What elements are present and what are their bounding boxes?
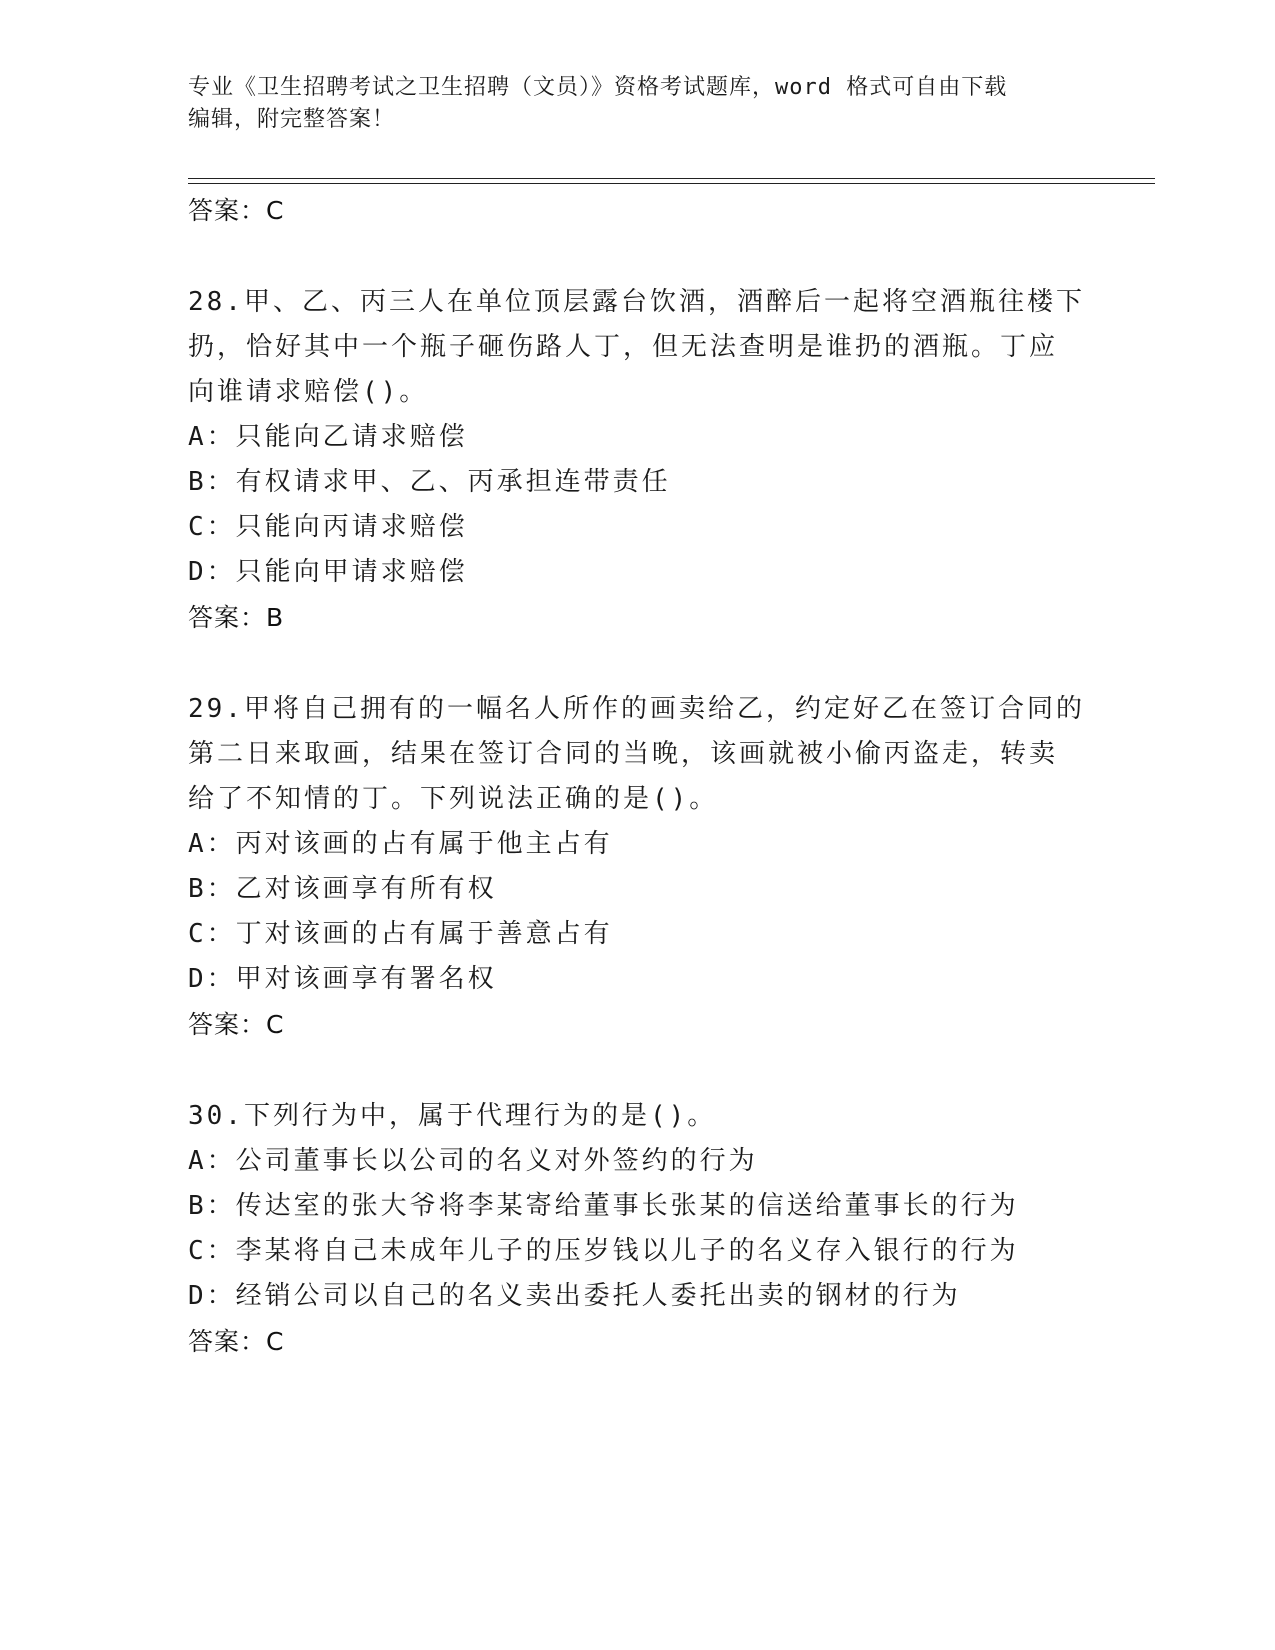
option-c: C：李某将自己未成年儿子的压岁钱以儿子的名义存入银行的行为 (188, 1236, 1019, 1266)
answer: 答案：B (188, 603, 285, 632)
question-28 (188, 280, 1088, 640)
document-header (188, 72, 1088, 136)
header-divider-top (188, 178, 1155, 179)
stem-line: 给了不知情的丁。下列说法正确的是()。 (188, 784, 719, 814)
question-stem (188, 1094, 1088, 1139)
option-b: B：传达室的张大爷将李某寄给董事长张某的信送给董事长的行为 (188, 1191, 1019, 1221)
option-b: B：有权请求甲、乙、丙承担连带责任 (188, 467, 671, 497)
previous-answer: 答案：C (188, 196, 285, 225)
header-line-1: 专业《卫生招聘考试之卫生招聘（文员）》资格考试题库，word 格式可自由下载 (188, 75, 1008, 100)
header-line-2: 编辑，附完整答案！ (188, 107, 396, 132)
question-stem (188, 687, 1088, 822)
option-c: C：丁对该画的占有属于善意占有 (188, 919, 613, 949)
stem-line: 30.下列行为中，属于代理行为的是()。 (188, 1101, 717, 1131)
stem-line: 28.甲、乙、丙三人在单位顶层露台饮酒，酒醉后一起将空酒瓶往楼下 (188, 287, 1085, 317)
option-d: D：只能向甲请求赔偿 (188, 557, 468, 587)
option-d: D：甲对该画享有署名权 (188, 964, 497, 994)
header-divider-bottom (188, 183, 1155, 184)
stem-line: 第二日来取画，结果在签订合同的当晚，该画就被小偷丙盗走，转卖 (188, 739, 1059, 769)
option-a: A：丙对该画的占有属于他主占有 (188, 829, 613, 859)
option-a: A：只能向乙请求赔偿 (188, 422, 468, 452)
question-stem (188, 280, 1088, 415)
option-d: D：经销公司以自己的名义卖出委托人委托出卖的钢材的行为 (188, 1281, 961, 1311)
stem-line: 扔，恰好其中一个瓶子砸伤路人丁，但无法查明是谁扔的酒瓶。丁应 (188, 332, 1059, 362)
answer: 答案：C (188, 1010, 285, 1039)
option-a: A：公司董事长以公司的名义对外签约的行为 (188, 1146, 758, 1176)
option-c: C：只能向丙请求赔偿 (188, 512, 468, 542)
stem-line: 向谁请求赔偿()。 (188, 377, 429, 407)
question-29 (188, 687, 1088, 1047)
answer: 答案：C (188, 1327, 285, 1356)
stem-line: 29.甲将自己拥有的一幅名人所作的画卖给乙，约定好乙在签订合同的 (188, 694, 1085, 724)
option-b: B：乙对该画享有所有权 (188, 874, 497, 904)
question-30 (188, 1094, 1088, 1364)
question-list (188, 188, 1088, 1364)
